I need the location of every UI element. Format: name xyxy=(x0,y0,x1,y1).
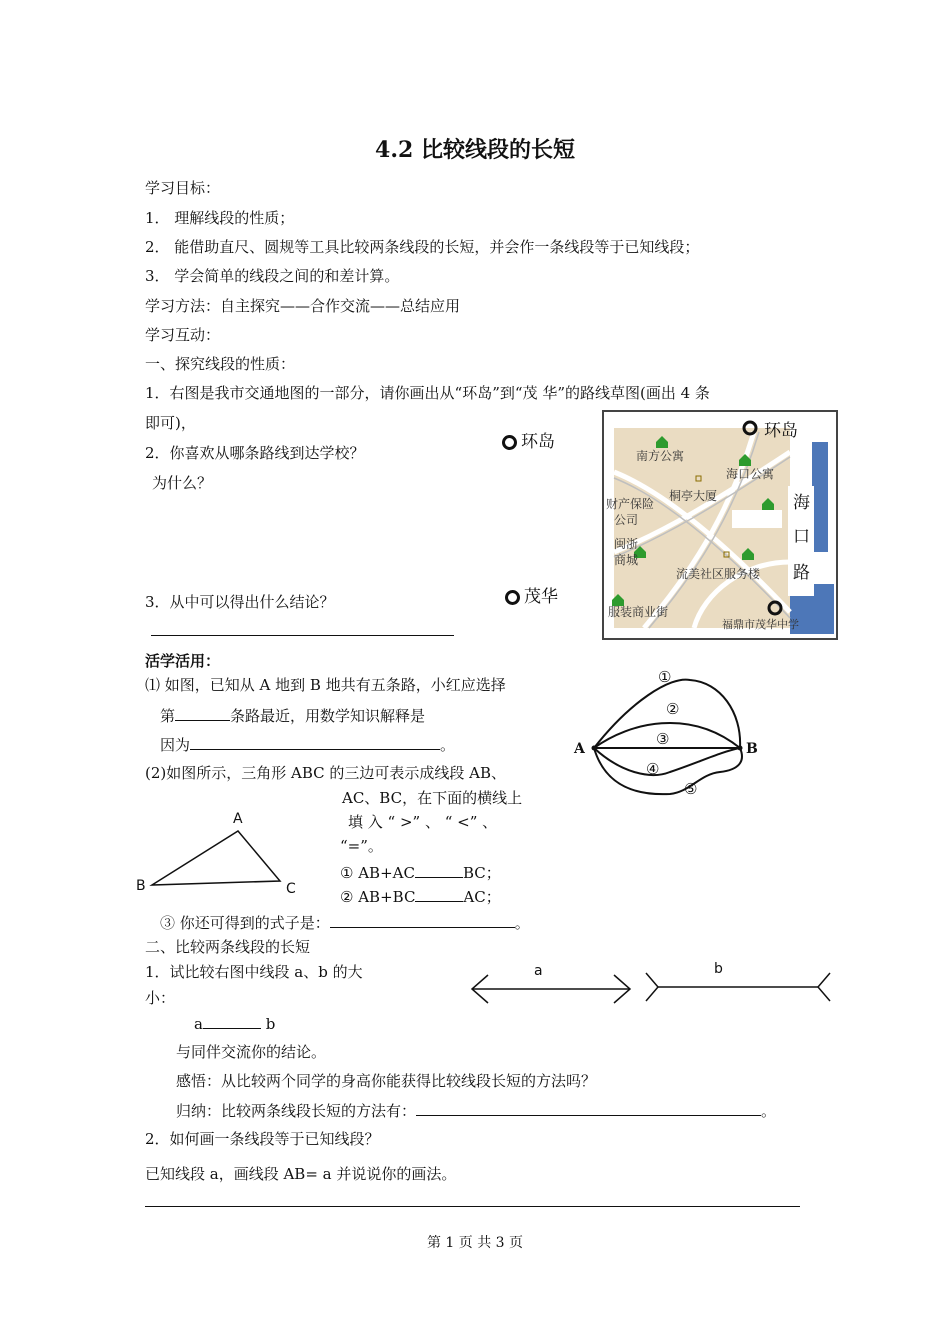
answer-blank-reason[interactable] xyxy=(190,734,440,750)
section1-q2-line1: 2．你喜欢从哪条路线到达学校？ xyxy=(145,444,365,462)
apply-heading: 活学活用： xyxy=(145,652,221,670)
marker-icon xyxy=(502,435,517,450)
apply-item-2: ② AB+BC AC； xyxy=(340,888,501,906)
triangle-vertex-a: A xyxy=(233,811,243,827)
triangle-vertex-c: C xyxy=(286,881,296,897)
map-road-char-3: 路 xyxy=(793,563,810,583)
apply-p2-line1: (2)如图所示，三角形 ABC 的三边可表示成线段 AB、 xyxy=(145,764,507,782)
section1-q1-line2: 即可)， xyxy=(145,414,196,432)
segments-figure xyxy=(466,955,838,1013)
apply-p2-line3: 填 入 “ >” 、 “ <” 、 xyxy=(348,813,498,831)
route-point-a: A xyxy=(574,741,585,757)
section2-heading: 二、比较两条线段的长短 xyxy=(145,938,311,956)
section2-compare: a b xyxy=(194,1015,276,1033)
route-label-4: ④ xyxy=(646,760,660,778)
map-label-haikou: 海口公寓 xyxy=(726,467,775,481)
section2-exchange: 与同伴交流你的结论。 xyxy=(176,1043,327,1061)
map-label-gongsi: 公司 xyxy=(614,513,639,527)
study-interaction: 学习互动： xyxy=(145,326,221,344)
answer-blank-route[interactable] xyxy=(175,705,230,721)
map-road-char-2: 口 xyxy=(793,527,810,547)
segment-b-right-arrow xyxy=(818,973,830,1001)
apply-p2-line2: AC、BC，在下面的横线上 xyxy=(342,789,523,807)
map-label-school: 福鼎市茂华中学 xyxy=(722,618,799,631)
study-method: 学习方法：自主探究——合作交流——总结应用 xyxy=(145,297,461,315)
map-label-nanfang: 南方公寓 xyxy=(636,449,685,463)
segment-b-label: b xyxy=(714,961,723,977)
answer-blank-compare[interactable] xyxy=(203,1013,261,1029)
triangle-vertex-b: B xyxy=(136,878,146,894)
section2-insight: 感悟：从比较两个同学的身高你能获得比较线段长短的方法吗？ xyxy=(176,1072,597,1090)
route-4 xyxy=(594,748,740,775)
route-label-2: ② xyxy=(666,700,680,718)
map-label-baoxian: 财产保险 xyxy=(606,497,655,511)
map-label-huandao: 环岛 xyxy=(764,421,798,441)
footer-divider xyxy=(145,1206,800,1207)
apply-item-3: ③ 你还可得到的式子是： 。 xyxy=(160,914,530,932)
map-road-char-1: 海 xyxy=(793,493,810,513)
section1-q3-answer-line[interactable] xyxy=(151,620,454,641)
apply-p1-line2: 第 条路最近，用数学知识解释是 xyxy=(160,707,426,725)
segment-b-left-arrow xyxy=(646,973,658,1001)
route-5 xyxy=(594,748,742,794)
goals-heading: 学习目标： xyxy=(145,179,221,197)
section1-q1-line1: 1．右图是我市交通地图的一部分，请你画出从“环岛”到“茂 华”的路线草图(画出 4 条 xyxy=(145,384,710,402)
section1-q3: 3．从中可以得出什么结论？ xyxy=(145,593,335,611)
section2-q2-detail: 已知线段 a，画线段 AB= a 并说说你的画法。 xyxy=(145,1165,457,1183)
section2-q1-line2: 小： xyxy=(145,989,176,1007)
page-footer: 第 1 页 共 3 页 xyxy=(426,1235,524,1251)
traffic-map xyxy=(602,410,838,640)
apply-p1-line1: ⑴ 如图，已知从 A 地到 B 地共有五条路，小红应选择 xyxy=(145,676,506,694)
route-label-3: ③ xyxy=(656,730,670,748)
triangle-figure xyxy=(132,805,307,897)
section1-q2-line2: 为什么？ xyxy=(152,474,213,492)
answer-blank-summary[interactable] xyxy=(416,1100,761,1116)
map-label-tongting: 桐亭大厦 xyxy=(669,489,718,503)
answer-blank-item2[interactable] xyxy=(415,886,463,902)
marker-icon xyxy=(505,590,520,605)
apply-p1-line3: 因为 。 xyxy=(160,736,456,754)
route-label-5: ⑤ xyxy=(684,780,698,798)
goal-1: 1． 理解线段的性质； xyxy=(145,209,295,227)
section2-summary: 归纳：比较两条线段长短的方法有： 。 xyxy=(176,1102,777,1120)
map-label-zhecheng-2: 商城 xyxy=(614,553,639,567)
location-start: 环岛 xyxy=(502,432,555,452)
section2-q1-line1: 1．试比较右图中线段 a、b 的大 xyxy=(145,963,363,981)
map-label-liumei: 流美社区服务楼 xyxy=(676,567,761,581)
map-label-zhecheng-1: 闽浙 xyxy=(614,537,639,551)
goal-2: 2． 能借助直尺、圆规等工具比较两条线段的长短，并会作一条线段等于已知线段； xyxy=(145,238,700,256)
location-end: 茂华 xyxy=(505,587,558,607)
goal-3: 3． 学会简单的线段之间的和差计算。 xyxy=(145,267,400,285)
answer-blank-item1[interactable] xyxy=(415,862,463,878)
route-point-b: B xyxy=(746,741,758,757)
segment-a-label: a xyxy=(534,963,543,979)
route-label-1: ① xyxy=(658,668,672,686)
answer-blank-item3[interactable] xyxy=(330,912,515,928)
section1-heading: 一、探究线段的性质： xyxy=(145,355,296,373)
apply-item-1: ① AB+AC BC； xyxy=(340,864,501,882)
apply-p2-line4: “=”。 xyxy=(340,837,383,855)
routes-figure xyxy=(570,662,758,804)
section2-q2: 2．如何画一条线段等于已知线段？ xyxy=(145,1130,380,1148)
page-title: 4.2 比较线段的长短 xyxy=(375,137,575,163)
map-label-fuzhuang: 服装商业街 xyxy=(608,605,669,619)
